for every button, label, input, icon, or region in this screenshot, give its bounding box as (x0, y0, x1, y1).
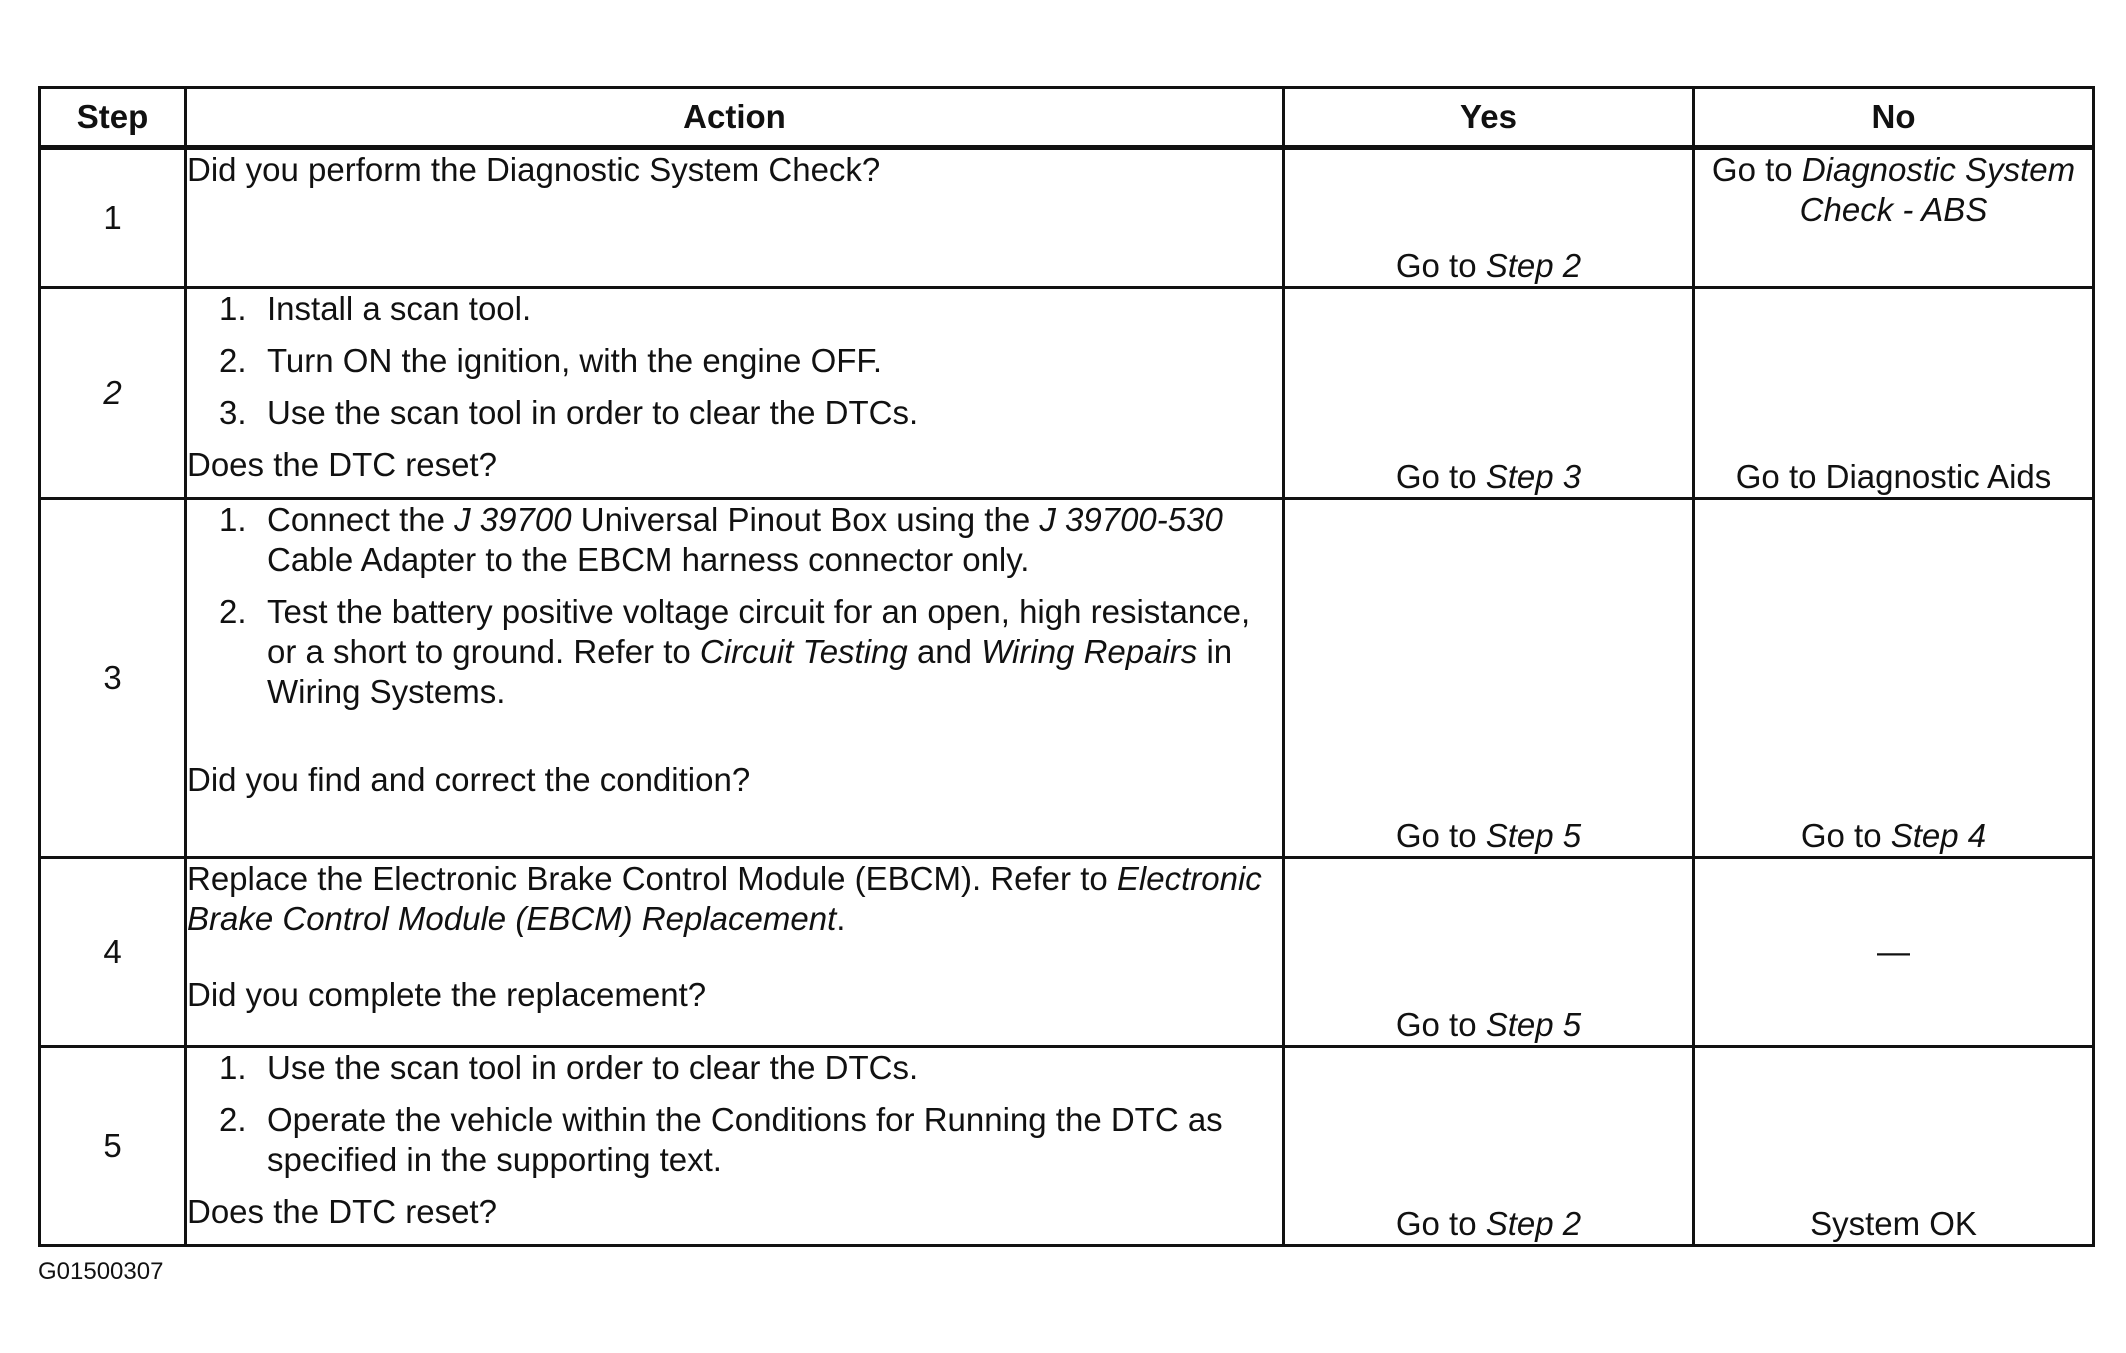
diagnostic-table (38, 86, 2095, 1247)
list-item-text: Install a scan tool. (267, 290, 532, 327)
no-text: System OK (1810, 1205, 1977, 1242)
list-item-text: Use the scan tool in order to clear the DTCs. (267, 394, 919, 431)
yes-cell (1284, 148, 1694, 288)
list-item-text: Operate the vehicle within the Conditions for Running the DTC as specified in the supporting text. (267, 1101, 1223, 1178)
list-item-text: Use the scan tool in order to clear the DTCs. (267, 1049, 919, 1086)
figure-id: G01500307 (38, 1258, 164, 1285)
no-cell (1694, 858, 2094, 1047)
table-row (40, 148, 2094, 288)
list-item-text: Turn ON the ignition, with the engine OFF. (267, 342, 883, 379)
list-item: 2. Test the battery positive voltage circuit for an open, high resistance, or a short to ground. Refer to Circuit Testing and Wiring Repairs in Wiring Systems. (219, 593, 1251, 710)
yes-prefix: Go to (1395, 1006, 1477, 1043)
list-item-text: in Wiring Systems. (267, 633, 1233, 710)
list-item: 1. Connect the J 39700 Universal Pinout Box using the J 39700-530 Cable Adapter to the EBCM harness connector only. (219, 501, 1223, 578)
table-row (40, 288, 2094, 499)
doc-link[interactable]: Wiring Repairs (981, 633, 1198, 670)
doc-link[interactable]: Circuit Testing (699, 633, 908, 670)
no-cell (1694, 148, 2094, 288)
step-number: 1 (40, 148, 186, 288)
list-item-text: Test the battery positive voltage circuit for an open, high resistance, or a short to ground. Refer to (267, 593, 1251, 670)
list-item-text: and (916, 633, 973, 670)
action-question: Did you find and correct the condition? (187, 761, 751, 798)
yes-prefix: Go to (1395, 247, 1477, 284)
header-row (40, 88, 2094, 148)
yes-cell (1284, 1047, 1694, 1246)
tool-ref: J 39700 (454, 501, 572, 538)
header-yes: Yes (1284, 88, 1694, 148)
yes-cell (1284, 858, 1694, 1047)
action-question: Does the DTC reset? (187, 446, 497, 483)
list-item: 1. Install a scan tool. (219, 290, 532, 327)
table-row (40, 858, 2094, 1047)
no-prefix: Go to (1711, 151, 1793, 188)
yes-link[interactable]: Step 3 (1485, 458, 1582, 495)
yes-cell (1284, 499, 1694, 858)
no-text: — (1877, 933, 1910, 970)
yes-cell (1284, 288, 1694, 499)
no-link[interactable]: Step 4 (1890, 817, 1987, 854)
action-cell (186, 499, 1284, 858)
header-step: Step (40, 88, 186, 148)
no-prefix: Go to (1800, 817, 1882, 854)
action-text: Replace the Electronic Brake Control Module (EBCM). Refer to (187, 860, 1108, 897)
yes-link[interactable]: Step 5 (1485, 1006, 1582, 1043)
action-question: Did you perform the Diagnostic System Check? (187, 151, 881, 188)
yes-prefix: Go to (1395, 458, 1477, 495)
yes-link[interactable]: Step 2 (1485, 247, 1582, 284)
no-link[interactable]: Diagnostic System Check - ABS (1799, 151, 2076, 228)
list-item: 1. Use the scan tool in order to clear the DTCs. (219, 1049, 919, 1086)
list-item-text: Connect the (267, 501, 445, 538)
list-item: 2. Operate the vehicle within the Conditions for Running the DTC as specified in the supporting text. (219, 1101, 1223, 1178)
no-cell (1694, 1047, 2094, 1246)
step-number: 4 (40, 858, 186, 1047)
action-cell (186, 148, 1284, 288)
step-number: 3 (40, 499, 186, 858)
list-item: 3. Use the scan tool in order to clear the DTCs. (219, 394, 919, 431)
yes-link[interactable]: Step 2 (1485, 1205, 1582, 1242)
step-number: 5 (40, 1047, 186, 1246)
action-question: Does the DTC reset? (187, 1193, 497, 1230)
action-cell: Replace the Electronic Brake Control Module (EBCM). Refer to Electronic Brake Control Module (EBCM) Replacement. Did you complete the replacement? (186, 858, 1284, 1047)
header-no: No (1694, 88, 2094, 148)
table-row (40, 1047, 2094, 1246)
yes-prefix: Go to (1395, 817, 1477, 854)
action-cell (186, 1047, 1284, 1246)
table-row (40, 499, 2094, 858)
action-list (187, 1048, 1282, 1180)
action-cell (186, 288, 1284, 499)
action-question: Did you complete the replacement? (187, 976, 707, 1013)
header-action: Action (186, 88, 1284, 148)
yes-prefix: Go to (1395, 1205, 1477, 1242)
list-item-text: Cable Adapter to the EBCM harness connector only. (267, 541, 1030, 578)
yes-link[interactable]: Step 5 (1485, 817, 1582, 854)
list-item-text: Universal Pinout Box using the (580, 501, 1031, 538)
no-cell (1694, 499, 2094, 858)
doc-link[interactable]: Electronic Brake Control Module (EBCM) Replacement (187, 860, 1262, 937)
step-number: 2 (40, 288, 186, 499)
no-cell (1694, 288, 2094, 499)
action-list (187, 500, 1282, 712)
tool-ref: J 39700-530 (1039, 501, 1223, 538)
list-item: 2. Turn ON the ignition, with the engine OFF. (219, 342, 883, 379)
no-text[interactable]: Go to Diagnostic Aids (1735, 458, 2052, 495)
action-list (187, 289, 1282, 433)
